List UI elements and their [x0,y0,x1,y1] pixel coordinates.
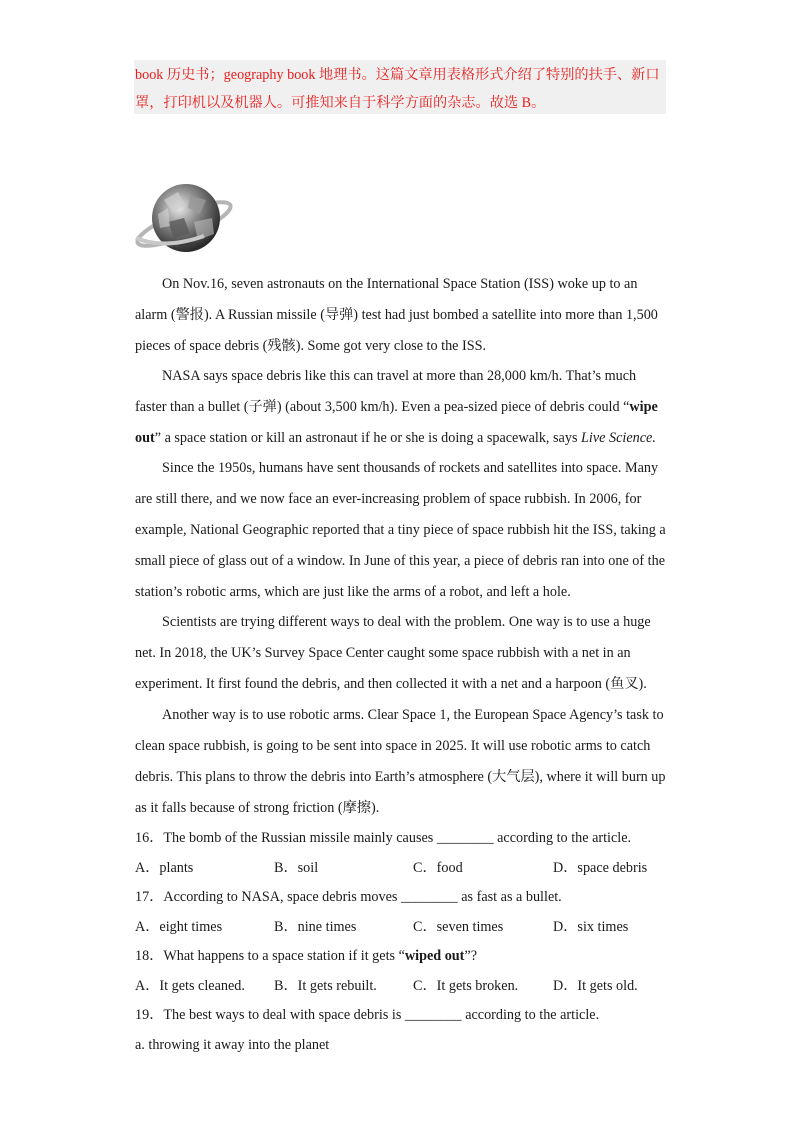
passage-p1-line-2: alarm (警报). A Russian missile (导弹) test had just bombed a satellite into more than 1,500 [135,307,658,323]
passage-p5-line-1: Another way is to use robotic arms. Clear Space 1, the European Space Agency’s task to [162,707,664,723]
q16-option-b[interactable]: B．soil [274,860,319,876]
q18-option-b[interactable]: B．It gets rebuilt. [274,978,377,994]
q18-option-d[interactable]: D．It gets old. [553,978,638,994]
bold-phrase-wipe: wipe [629,399,658,415]
passage-p2-line-2: faster than a bullet (子弹) (about 3,500 km/h). Even a pea-sized piece of debris could “wipe [135,399,658,415]
q16-option-d[interactable]: D．space debris [553,860,648,876]
passage-p5-line-3: debris. This plans to throw the debris into Earth’s atmosphere (大气层), where it will burn up [135,769,666,785]
q16-option-a[interactable]: A．plants [135,860,194,876]
passage-p4-line-2: net. In 2018, the UK’s Survey Space Center caught some space rubbish with a net in an [135,645,631,661]
q19-choice-a: a. throwing it away into the planet [135,1037,330,1053]
passage-p4-line-3: experiment. It first found the debris, and then collected it with a net and a harpoon (鱼叉). [135,676,647,692]
passage-p3-line-1: Since the 1950s, humans have sent thousands of rockets and satellites into space. Many [162,460,659,476]
source-live-science: Live Science. [581,430,656,446]
bold-phrase-out: out [135,430,155,446]
question-16-stem: 16．The bomb of the Russian missile mainly causes ________ according to the article. [135,830,632,846]
passage-p2-line-1: NASA says space debris like this can travel at more than 28,000 km/h. That’s much [162,368,637,384]
bold-phrase-wiped-out: wiped out [404,948,465,964]
question-18-stem: 18．What happens to a space station if it gets “wiped out”? [135,948,478,964]
q17-option-c[interactable]: C．seven times [413,919,504,935]
passage-p5-line-4: as it falls because of strong friction (摩擦). [135,800,380,816]
answer-explanation-line-2: 罩，打印机以及机器人。可推知来自于科学方面的杂志。故选 B。 [135,95,546,111]
passage-p2-line-3: out” a space station or kill an astronaut if he or she is doing a spacewalk, says Live Science. [135,430,656,446]
passage-p1-line-1: On Nov.16, seven astronauts on the International Space Station (ISS) woke up to an [162,276,638,292]
q17-option-a[interactable]: A．eight times [135,919,223,935]
planet-illustration [134,178,238,260]
q16-option-c[interactable]: C．food [413,860,463,876]
q18-option-c[interactable]: C．It gets broken. [413,978,519,994]
answer-explanation-line-1: book 历史书；geography book 地理书。这篇文章用表格形式介绍了特别的扶手、新口 [135,67,660,83]
passage-p3-line-2: are still there, and we now face an ever-increasing problem of space rubbish. In 2006, for [135,491,642,507]
question-19-stem: 19．The best ways to deal with space debris is ________ according to the article. [135,1007,600,1023]
passage-p5-line-2: clean space rubbish, is going to be sent into space in 2025. It will use robotic arms to catch [135,738,651,754]
passage-p3-line-5: station’s robotic arms, which are just like the arms of a robot, and left a hole. [135,584,571,600]
passage-p4-line-1: Scientists are trying different ways to deal with the problem. One way is to use a huge [162,614,651,630]
question-17-stem: 17．According to NASA, space debris moves ________ as fast as a bullet. [135,889,562,905]
passage-p1-line-3: pieces of space debris (残骸). Some got very close to the ISS. [135,338,487,354]
q17-option-b[interactable]: B．nine times [274,919,357,935]
passage-p3-line-3: example, National Geographic reported that a tiny piece of space rubbish hit the ISS, taking a [135,522,666,538]
passage-p3-line-4: small piece of glass out of a window. In June of this year, a piece of debris ran into one of the [135,553,665,569]
q17-option-d[interactable]: D．six times [553,919,629,935]
q18-option-a[interactable]: A．It gets cleaned. [135,978,245,994]
